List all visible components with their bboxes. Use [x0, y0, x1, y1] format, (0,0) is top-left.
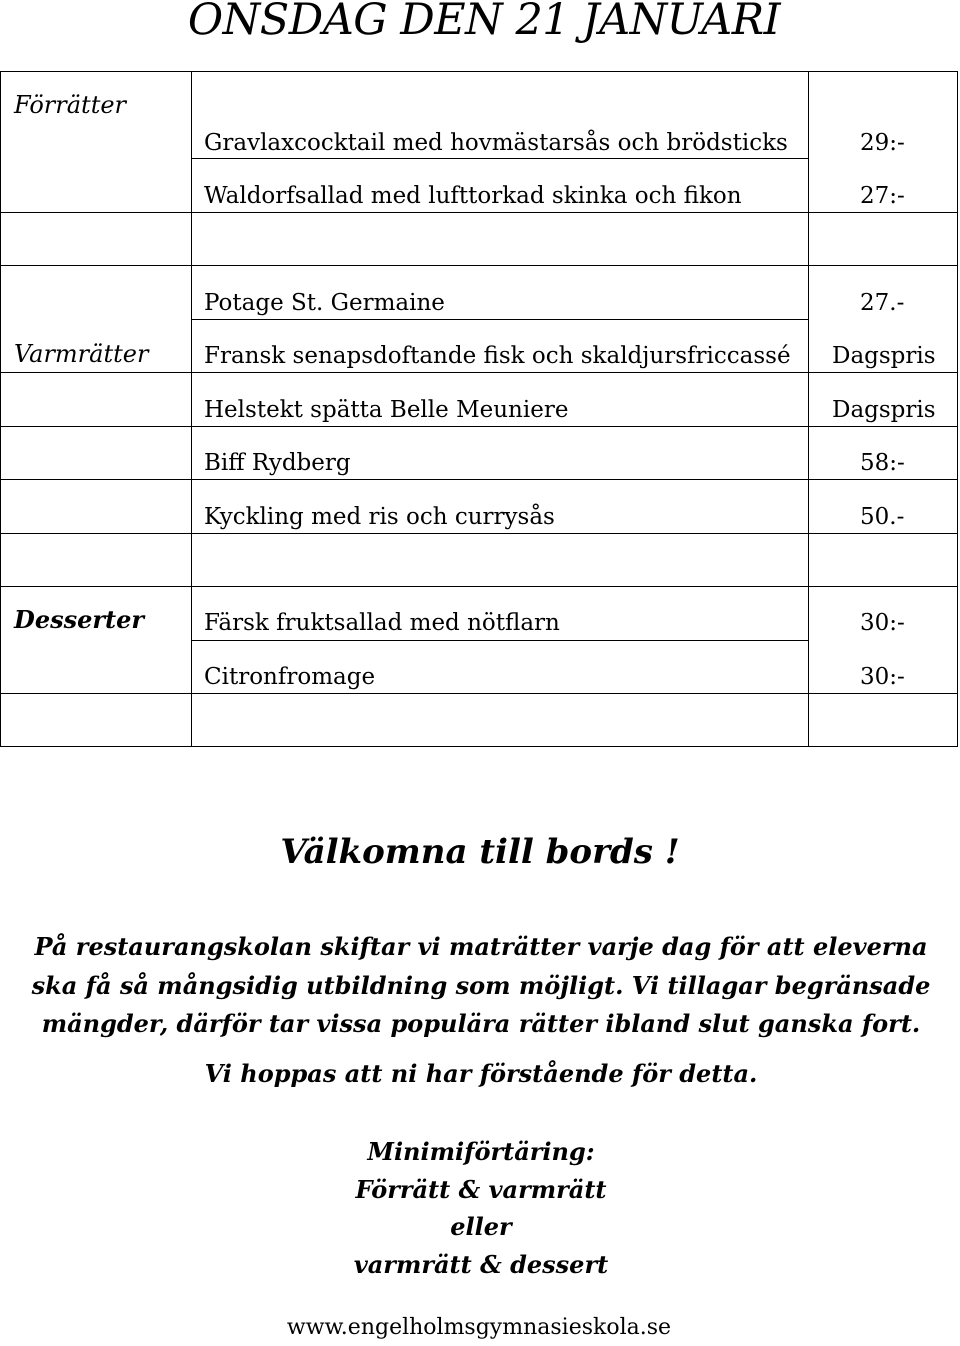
row-divider [0, 693, 958, 694]
minimum-line: varmrätt & dessert [353, 1249, 609, 1279]
row-divider [0, 265, 958, 266]
menu-item-price: 27:- [860, 183, 905, 209]
row-divider [0, 372, 958, 373]
row-divider [0, 426, 958, 427]
menu-item-price: 30:- [860, 610, 905, 636]
page-title: ONSDAG DEN 21 JANUARI [187, 0, 781, 45]
table-border-left [0, 71, 1, 747]
info-paragraph [0, 928, 960, 1044]
menu-item-price: Dagspris [832, 343, 936, 369]
row-divider [0, 479, 958, 480]
menu-item: Färsk fruktsallad med nötflarn [204, 610, 560, 636]
table-border-right [957, 71, 958, 747]
menu-item: Waldorfsallad med lufttorkad skinka och fikon [204, 183, 742, 209]
row-divider [191, 158, 808, 159]
menu-item-price: 29:- [860, 130, 905, 156]
row-divider [191, 319, 808, 320]
section-label-desserter: Desserter [14, 605, 145, 634]
table-divider-1 [191, 71, 192, 747]
row-divider [0, 533, 958, 534]
welcome-heading: Välkomna till bords ! [280, 832, 680, 872]
menu-item-price: Dagspris [832, 397, 936, 423]
minimum-line: Förrätt & varmrätt [355, 1174, 607, 1204]
minimum-order [0, 1133, 960, 1283]
table-divider-2 [808, 71, 809, 747]
menu-item-price: 58:- [860, 450, 905, 476]
menu-item-price: 50.- [860, 504, 905, 530]
menu-item: Gravlaxcocktail med hovmästarsås och brödsticks [204, 130, 788, 156]
section-label-varmratter: Varmrätter [14, 340, 149, 368]
info-line: mängder, därför tar vissa populära rätter ibland slut ganska fort. [41, 1009, 921, 1038]
row-divider [0, 212, 958, 213]
minimum-line: eller [450, 1212, 512, 1241]
website-link[interactable]: www.engelholmsgymnasieskola.se [286, 1315, 672, 1340]
info-line: På restaurangskolan skiftar vi maträtter varje dag för att eleverna [34, 932, 928, 961]
menu-item-price: 30:- [860, 664, 905, 690]
section-label-forratter: Förrätter [14, 91, 127, 119]
menu-item: Citronfromage [204, 664, 376, 690]
row-divider [0, 586, 958, 587]
menu-item: Helstekt spätta Belle Meuniere [204, 397, 569, 423]
menu-item: Biff Rydberg [204, 450, 351, 476]
info-line: ska få så mångsidig utbildning som möjligt. Vi tillagar begränsade [31, 970, 931, 1000]
table-border-bottom [0, 746, 958, 747]
menu-item: Potage St. Germaine [204, 290, 445, 316]
menu-item-price: 27.- [860, 290, 905, 316]
table-border-top [0, 71, 958, 72]
menu-item: Fransk senapsdoftande fisk och skaldjursfriccassé [204, 343, 791, 369]
hope-text: Vi hoppas att ni har förstående för detta. [204, 1059, 758, 1088]
minimum-line: Minimiförtäring: [367, 1137, 595, 1166]
menu-item: Kyckling med ris och currysås [204, 504, 555, 530]
row-divider [191, 640, 808, 641]
